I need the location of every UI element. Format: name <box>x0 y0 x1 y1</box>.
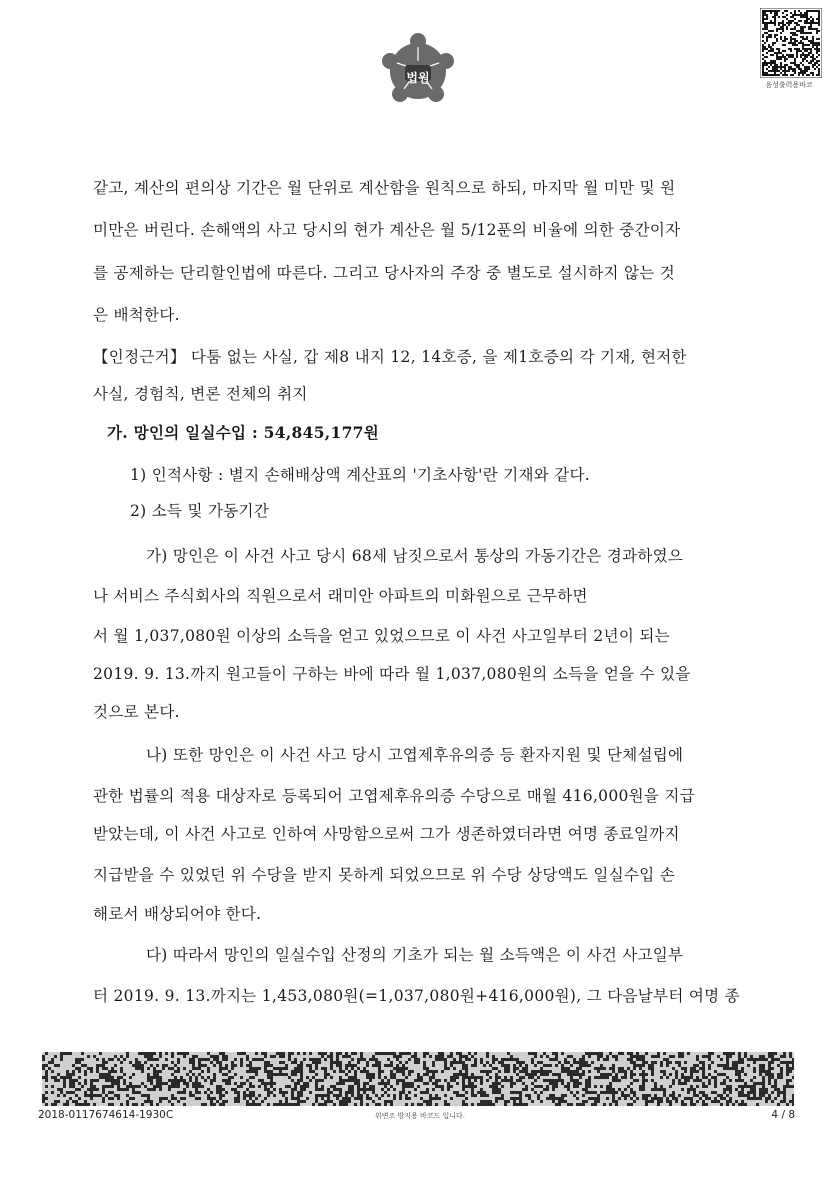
body-line: 나 서비스 주식회사의 직원으로서 래미안 아파트의 미화원으로 근무하면 <box>93 587 588 605</box>
court-seal-logo <box>377 27 459 109</box>
body-line: 받았는데, 이 사건 사고로 인하여 사망함으로써 그가 생존하였더라면 여명 종료일까지 <box>93 825 680 843</box>
barcode-caption: 위변조 방지용 바코드 입니다. <box>374 1112 466 1120</box>
body-line: 가) 망인은 이 사건 사고 당시 68세 남짓으로서 통상의 가동기간은 경과하였으 <box>146 547 684 565</box>
document-id: 2018-0117674614-1930C <box>38 1109 174 1121</box>
body-line: 를 공제하는 단리할인법에 따른다. 그리고 당사자의 주장 중 별도로 설시하지 않는 것 <box>93 264 676 282</box>
body-line: 2019. 9. 13.까지 원고들이 구하는 바에 따라 월 1,037,080원의 소득을 얻을 수 있을 <box>93 665 691 683</box>
body-line: 은 배척한다. <box>93 306 180 324</box>
body-line: 터 2019. 9. 13.까지는 1,453,080원(=1,037,080원+416,000원), 그 다음날부터 여명 종 <box>93 987 740 1005</box>
body-line: 다) 따라서 망인의 일실수입 산정의 기초가 되는 월 소득액은 이 사건 사고일부 <box>146 946 684 964</box>
body-line: 2) 소득 및 가동기간 <box>130 502 270 520</box>
anti-forgery-barcode <box>42 1052 794 1106</box>
body-line: 나) 또한 망인은 이 사건 사고 당시 고엽제후유의증 등 환자지원 및 단체설립에 <box>146 746 684 764</box>
body-line: 1) 인적사항 : 별지 손해배상액 계산표의 '기초사항'란 기재와 같다. <box>130 466 591 484</box>
body-line: 미만은 버린다. 손해액의 사고 당시의 현가 계산은 월 5/12푼의 비율에 의한 중간이자 <box>93 221 681 239</box>
body-line: 것으로 본다. <box>93 703 180 721</box>
body-line: 사실, 경험칙, 변론 전체의 취지 <box>93 385 308 403</box>
section-heading: 가. 망인의 일실수입 : 54,845,177원 <box>107 423 380 442</box>
page-number: 4 / 8 <box>771 1109 795 1121</box>
body-line: 【인정근거】 다툼 없는 사실, 갑 제8 내지 12, 14호증, 을 제1호증의 각 기재, 현저한 <box>93 348 687 366</box>
qr-caption: 음성출력용바코 <box>765 81 813 89</box>
qr-code-icon <box>760 8 822 78</box>
body-line: 관한 법률의 적용 대상자로 등록되어 고엽제후유의증 수당으로 매월 416,000원을 지급 <box>93 787 695 805</box>
body-line: 같고, 계산의 편의상 기간은 월 단위로 계산함을 원칙으로 하되, 마지막 월 미만 및 원 <box>93 179 676 197</box>
body-line: 서 월 1,037,080원 이상의 소득을 얻고 있었으므로 이 사건 사고일부터 2년이 되는 <box>93 627 670 645</box>
seal-text: 법원 <box>406 71 430 85</box>
body-line: 해로서 배상되어야 한다. <box>93 905 262 923</box>
body-line: 지급받을 수 있었던 위 수당을 받지 못하게 되었으므로 위 수당 상당액도 일실수입 손 <box>93 866 676 884</box>
